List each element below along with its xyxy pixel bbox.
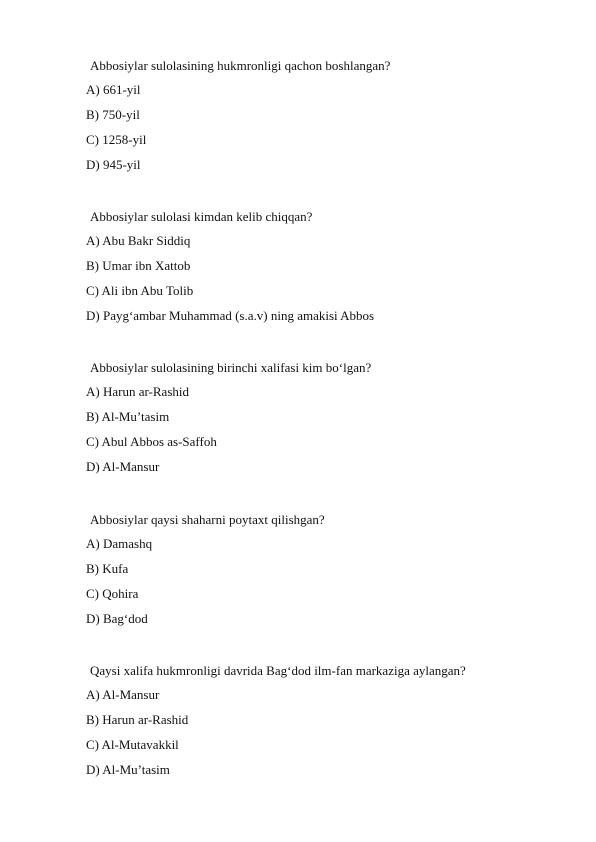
answer-option-c: C) Ali ibn Abu Tolib (86, 283, 194, 298)
answer-option-a: A) Abu Bakr Siddiq (86, 233, 191, 248)
question-block-2 (86, 209, 566, 333)
answer-option-b: B) Kufa (86, 561, 129, 576)
answer-option-a: A) Al-Mansur (86, 687, 160, 702)
answer-option-a: A) 661-yil (86, 82, 141, 97)
question-text: Abbosiylar sulolasining hukmronligi qachon boshlangan? (90, 58, 391, 73)
answer-option-a: A) Harun ar-Rashid (86, 384, 189, 399)
question-text: Qaysi xalifa hukmronligi davrida Bag‘dod ilm-fan markaziga aylangan? (90, 663, 466, 678)
question-text: Abbosiylar qaysi shaharni poytaxt qilishgan? (90, 512, 325, 527)
answer-option-d: D) Bag‘dod (86, 611, 148, 626)
answer-option-c: C) Qohira (86, 586, 139, 601)
question-block-3 (86, 360, 566, 484)
answer-option-d: D) Al-Mu’tasim (86, 762, 170, 777)
answer-option-b: B) 750-yil (86, 107, 140, 122)
answer-option-d: D) 945-yil (86, 157, 141, 172)
question-block-5 (86, 663, 566, 787)
question-text: Abbosiylar sulolasining birinchi xalifasi kim bo‘lgan? (90, 360, 372, 375)
answer-option-b: B) Harun ar-Rashid (86, 712, 189, 727)
answer-option-b: B) Al-Mu’tasim (86, 409, 170, 424)
answer-option-c: C) 1258-yil (86, 132, 147, 147)
answer-option-d: D) Al-Mansur (86, 459, 160, 474)
question-block-4 (86, 512, 566, 636)
answer-option-a: A) Damashq (86, 536, 153, 551)
answer-option-d: D) Payg‘ambar Muhammad (s.a.v) ning amakisi Abbos (86, 308, 375, 323)
answer-option-c: C) Al-Mutavakkil (86, 737, 179, 752)
answer-option-c: C) Abul Abbos as-Saffoh (86, 434, 217, 449)
question-text: Abbosiylar sulolasi kimdan kelib chiqqan? (90, 209, 313, 224)
answer-option-b: B) Umar ibn Xattob (86, 258, 191, 273)
question-block-1 (86, 58, 566, 182)
